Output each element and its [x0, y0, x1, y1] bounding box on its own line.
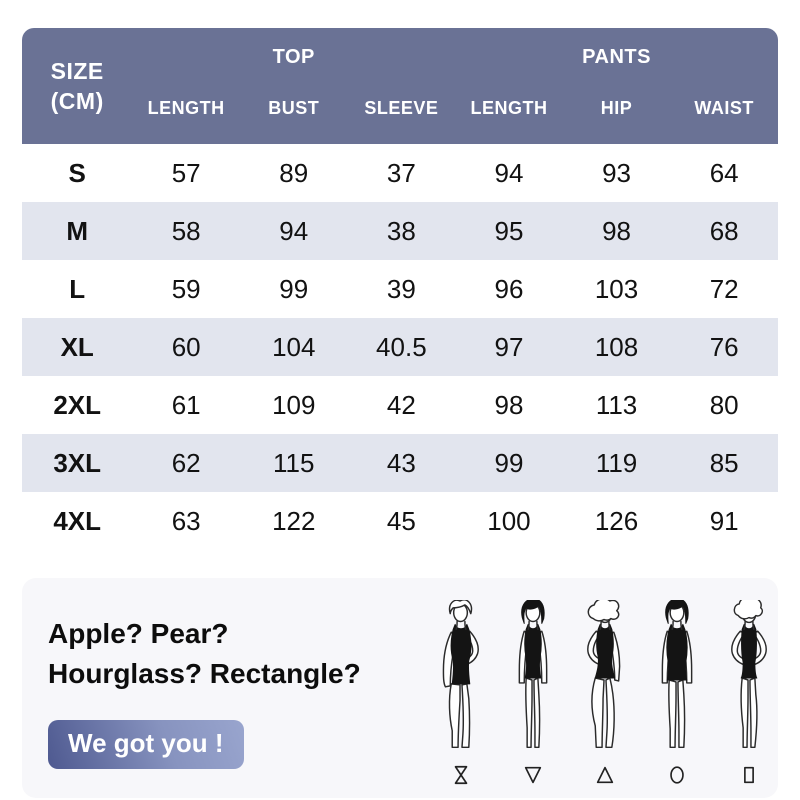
table-row	[22, 376, 778, 434]
value-cell: 38	[348, 202, 456, 260]
value-cell: 108	[563, 318, 671, 376]
size-cell: S	[22, 144, 132, 202]
size-cell: 4XL	[22, 492, 132, 550]
value-cell: 64	[670, 144, 778, 202]
value-cell: 100	[455, 492, 563, 550]
value-cell: 72	[670, 260, 778, 318]
triangle-icon	[594, 764, 616, 786]
value-cell: 119	[563, 434, 671, 492]
size-cell: M	[22, 202, 132, 260]
size-label-line1: SIZE	[50, 58, 104, 84]
header-top-length: LENGTH	[132, 81, 240, 144]
header-group-top: TOP	[132, 28, 455, 81]
table-row	[22, 202, 778, 260]
value-cell: 94	[240, 202, 348, 260]
value-cell: 43	[348, 434, 456, 492]
size-chart-table	[22, 28, 778, 550]
value-cell: 104	[240, 318, 348, 376]
value-cell: 57	[132, 144, 240, 202]
body-figure-apple	[644, 600, 710, 786]
we-got-you-badge: We got you !	[48, 720, 244, 769]
value-cell: 96	[455, 260, 563, 318]
value-cell: 94	[455, 144, 563, 202]
rectangle-icon	[738, 764, 760, 786]
table-row	[22, 144, 778, 202]
table-row	[22, 434, 778, 492]
value-cell: 58	[132, 202, 240, 260]
promo-text-block	[22, 578, 428, 798]
header-pants-waist: WAIST	[670, 81, 778, 144]
header-size-cm	[22, 28, 132, 144]
pear-woman-illustration	[573, 600, 637, 760]
body-shape-promo-panel	[22, 578, 778, 798]
value-cell: 59	[132, 260, 240, 318]
slim-woman-illustration	[501, 600, 565, 760]
rectangle-woman-illustration	[717, 600, 781, 760]
value-cell: 98	[455, 376, 563, 434]
value-cell: 103	[563, 260, 671, 318]
value-cell: 93	[563, 144, 671, 202]
value-cell: 40.5	[348, 318, 456, 376]
body-figure-rectangle	[716, 600, 782, 786]
value-cell: 95	[455, 202, 563, 260]
size-chart-table-card	[22, 28, 778, 550]
value-cell: 113	[563, 376, 671, 434]
inverted-triangle-icon	[522, 764, 544, 786]
value-cell: 97	[455, 318, 563, 376]
value-cell: 62	[132, 434, 240, 492]
promo-headline-line1: Apple? Pear?	[48, 618, 229, 649]
body-figure-pear	[572, 600, 638, 786]
table-body	[22, 144, 778, 550]
value-cell: 126	[563, 492, 671, 550]
value-cell: 45	[348, 492, 456, 550]
value-cell: 42	[348, 376, 456, 434]
size-cell: XL	[22, 318, 132, 376]
size-cell: 2XL	[22, 376, 132, 434]
size-cell: 3XL	[22, 434, 132, 492]
value-cell: 61	[132, 376, 240, 434]
body-figures-row	[428, 578, 798, 798]
value-cell: 89	[240, 144, 348, 202]
apple-woman-illustration	[645, 600, 709, 760]
table-header	[22, 28, 778, 144]
header-top-sleeve: SLEEVE	[348, 81, 456, 144]
value-cell: 63	[132, 492, 240, 550]
value-cell: 99	[455, 434, 563, 492]
value-cell: 115	[240, 434, 348, 492]
hourglass-icon	[450, 764, 472, 786]
header-pants-hip: HIP	[563, 81, 671, 144]
oval-icon	[666, 764, 688, 786]
value-cell: 80	[670, 376, 778, 434]
value-cell: 68	[670, 202, 778, 260]
value-cell: 39	[348, 260, 456, 318]
value-cell: 60	[132, 318, 240, 376]
value-cell: 91	[670, 492, 778, 550]
size-label-line2: (CM)	[50, 88, 104, 114]
header-top-bust: BUST	[240, 81, 348, 144]
table-row	[22, 260, 778, 318]
promo-headline-line2: Hourglass? Rectangle?	[48, 658, 361, 689]
curvy-woman-illustration	[429, 600, 493, 760]
body-figure-slim	[500, 600, 566, 786]
table-row	[22, 492, 778, 550]
value-cell: 99	[240, 260, 348, 318]
table-row	[22, 318, 778, 376]
value-cell: 122	[240, 492, 348, 550]
header-group-pants: PANTS	[455, 28, 778, 81]
header-pants-length: LENGTH	[455, 81, 563, 144]
body-figure-curvy	[428, 600, 494, 786]
value-cell: 109	[240, 376, 348, 434]
value-cell: 98	[563, 202, 671, 260]
value-cell: 37	[348, 144, 456, 202]
value-cell: 76	[670, 318, 778, 376]
size-cell: L	[22, 260, 132, 318]
value-cell: 85	[670, 434, 778, 492]
